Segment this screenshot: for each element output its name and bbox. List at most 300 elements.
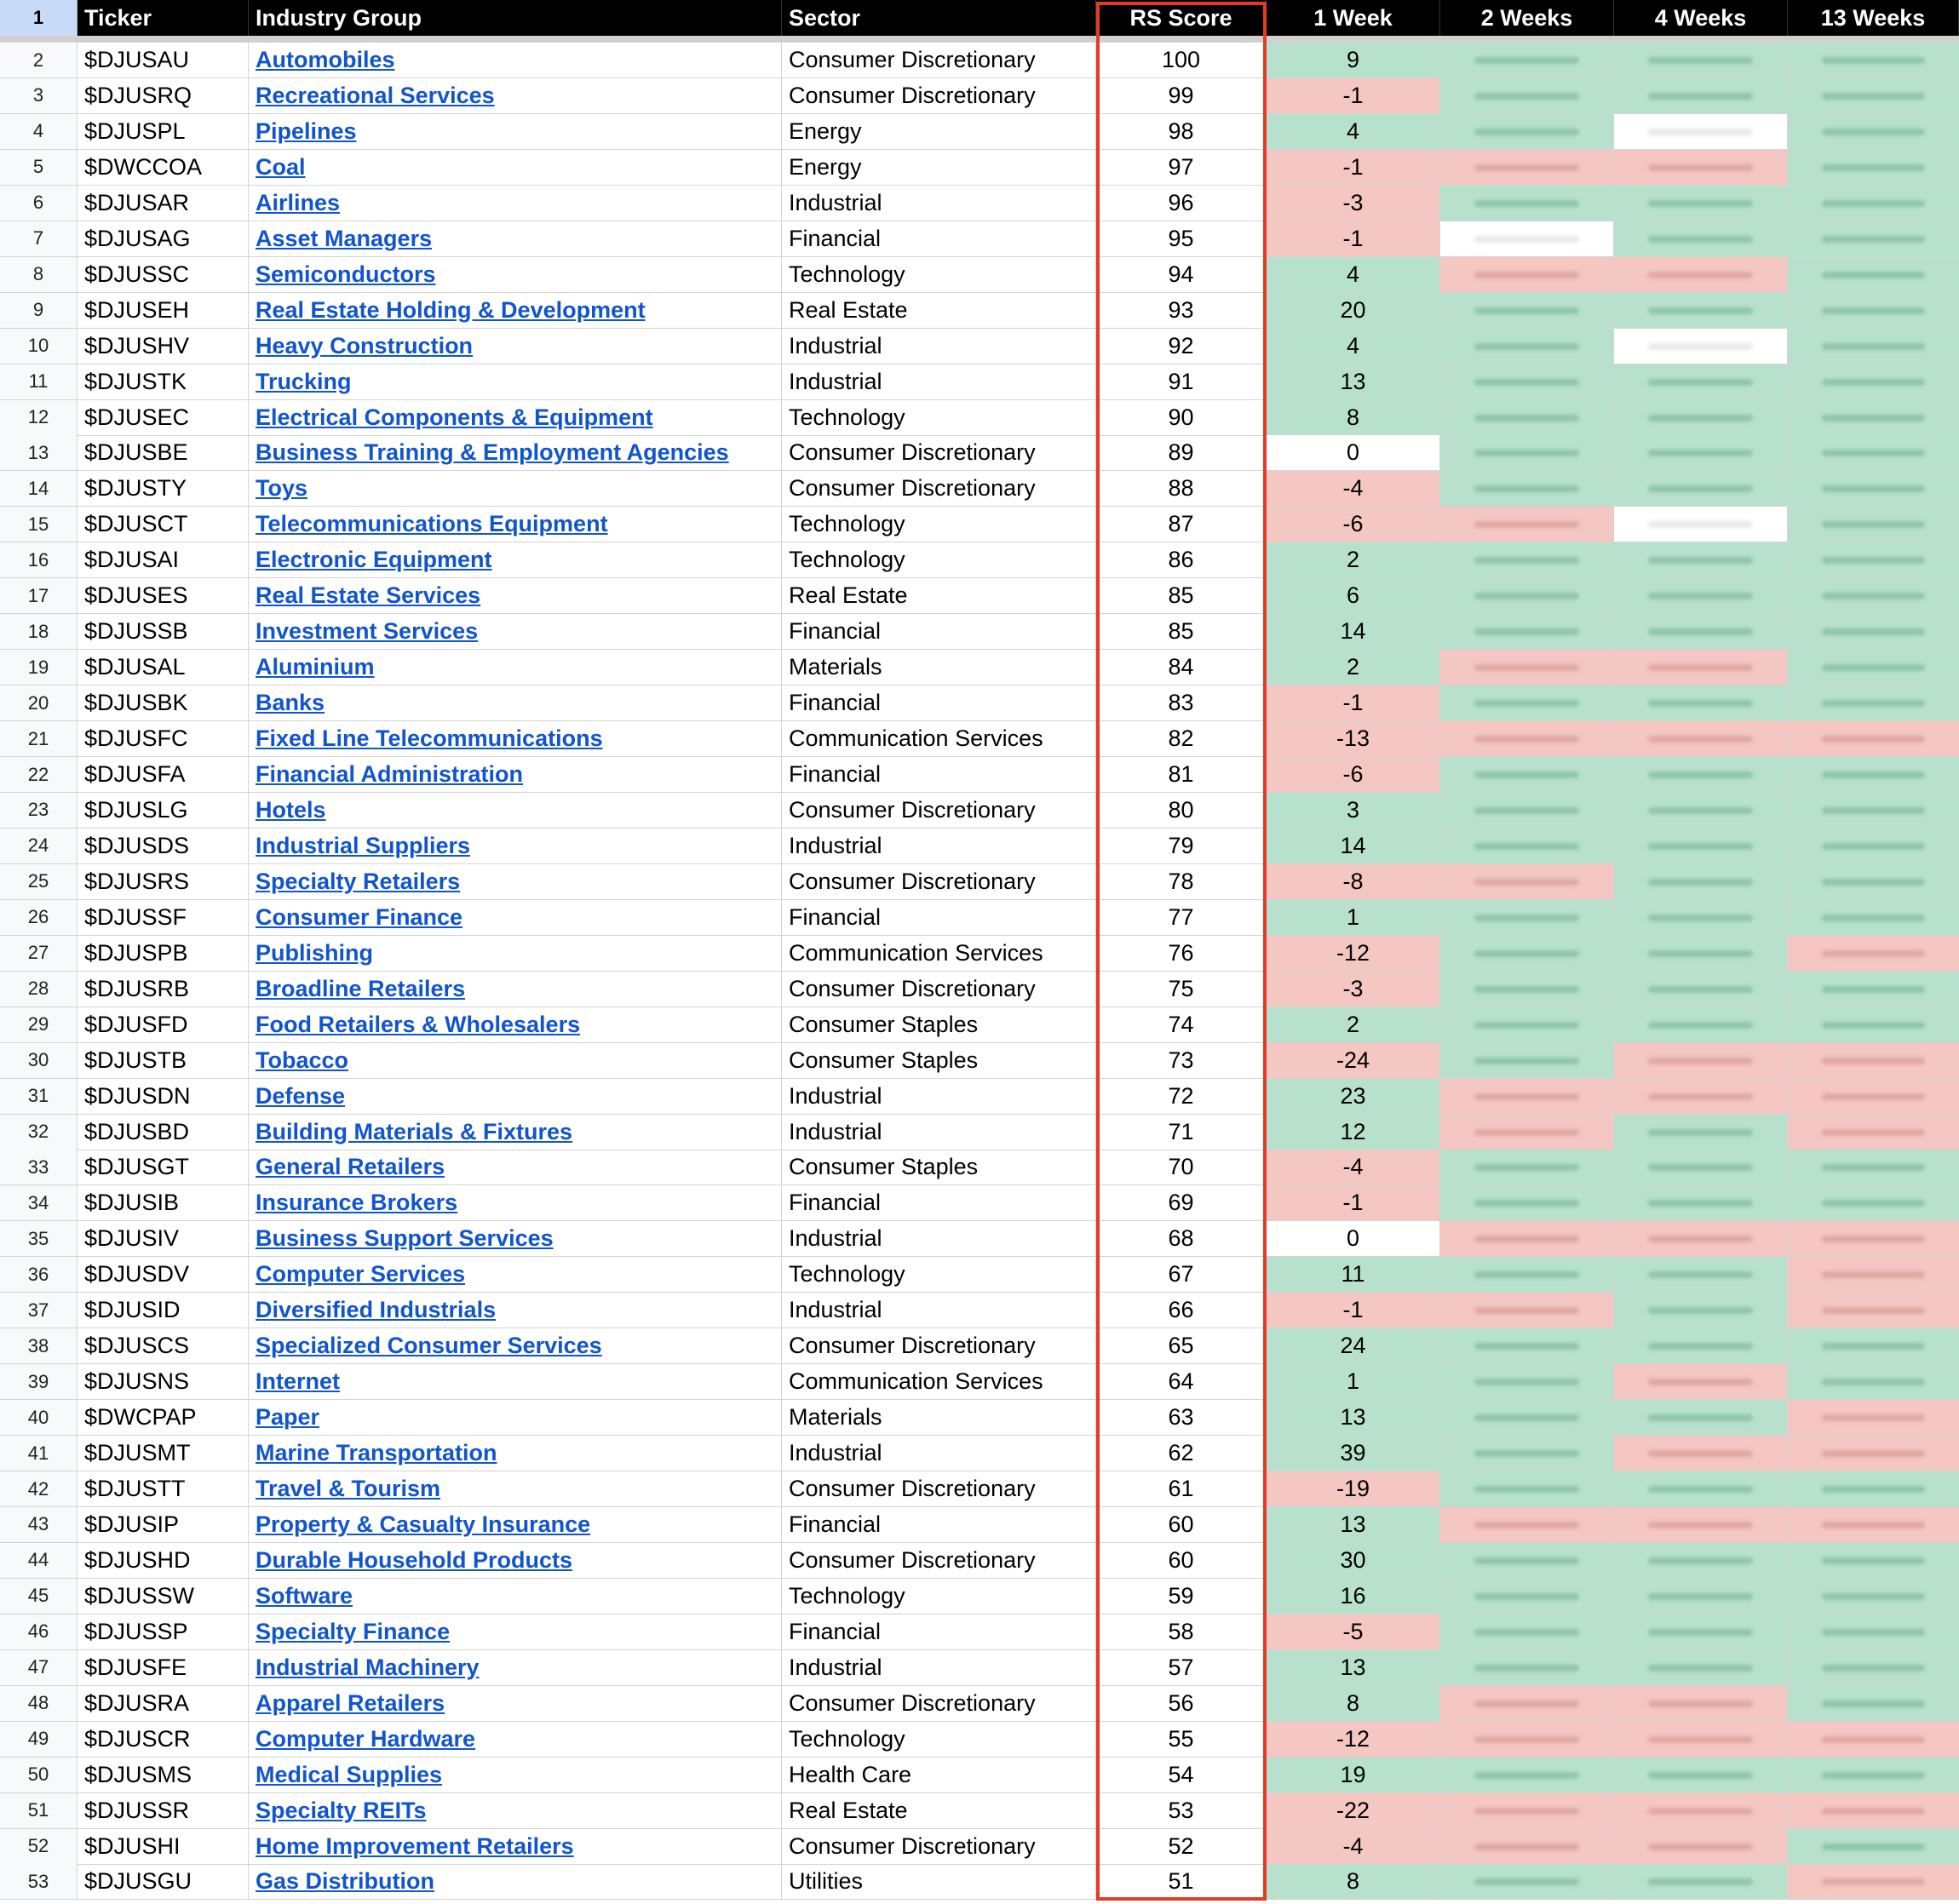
row-number[interactable]: 32 (0, 1115, 78, 1150)
week2-change-cell-redacted[interactable] (1440, 1758, 1614, 1793)
row-number[interactable]: 27 (0, 936, 78, 972)
week4-change-cell-redacted[interactable] (1614, 1364, 1788, 1400)
week1-change-cell[interactable]: -12 (1267, 1722, 1440, 1758)
week13-change-cell-redacted[interactable] (1788, 685, 1959, 721)
week1-change-cell[interactable]: 14 (1267, 614, 1440, 650)
row-number[interactable]: 24 (0, 829, 78, 864)
rs-score-cell[interactable]: 86 (1096, 542, 1267, 578)
sector-cell[interactable]: Technology (782, 542, 1096, 578)
sector-cell[interactable]: Materials (782, 650, 1096, 685)
week4-change-cell-redacted[interactable] (1614, 1221, 1788, 1257)
industry-group-cell[interactable] (249, 400, 782, 436)
industry-group-cell[interactable] (249, 1293, 782, 1328)
row-number[interactable]: 10 (0, 329, 78, 364)
sector-cell[interactable]: Financial (782, 1614, 1096, 1650)
week2-change-cell-redacted[interactable] (1440, 293, 1614, 329)
industry-group-link[interactable]: General Retailers (256, 1154, 445, 1180)
industry-group-cell[interactable] (249, 221, 782, 257)
week4-change-cell-redacted[interactable] (1614, 400, 1788, 436)
week13-change-cell-redacted[interactable] (1788, 257, 1959, 293)
ticker-cell[interactable]: $DJUSAI (78, 542, 249, 578)
ticker-cell[interactable]: $DJUSFE (78, 1650, 249, 1686)
industry-group-cell[interactable] (249, 900, 782, 936)
week2-change-cell-redacted[interactable] (1440, 1543, 1614, 1579)
week13-change-cell-redacted[interactable] (1788, 1328, 1959, 1364)
row-number[interactable]: 34 (0, 1185, 78, 1221)
ticker-cell[interactable]: $DJUSMT (78, 1436, 249, 1471)
week4-change-cell-redacted[interactable] (1614, 1079, 1788, 1115)
week13-change-cell-redacted[interactable] (1788, 150, 1959, 186)
week2-change-cell-redacted[interactable] (1440, 400, 1614, 436)
week13-change-cell-redacted[interactable] (1788, 1793, 1959, 1829)
rs-score-cell[interactable]: 79 (1096, 829, 1267, 864)
ticker-cell[interactable]: $DJUSAR (78, 186, 249, 221)
sector-cell[interactable]: Consumer Discretionary (782, 1686, 1096, 1722)
week2-change-cell-redacted[interactable] (1440, 829, 1614, 864)
week4-change-cell-redacted[interactable] (1614, 1829, 1788, 1865)
week4-change-cell-redacted[interactable] (1614, 435, 1788, 471)
column-header-sector[interactable]: Sector (782, 0, 1096, 36)
industry-group-cell[interactable] (249, 685, 782, 721)
sector-cell[interactable]: Consumer Discretionary (782, 793, 1096, 829)
week2-change-cell-redacted[interactable] (1440, 650, 1614, 685)
industry-group-link[interactable]: Marine Transportation (256, 1440, 497, 1466)
week1-change-cell[interactable]: 2 (1267, 542, 1440, 578)
sector-cell[interactable]: Consumer Discretionary (782, 864, 1096, 900)
week4-change-cell-redacted[interactable] (1614, 1328, 1788, 1364)
ticker-cell[interactable]: $DJUSSB (78, 614, 249, 650)
ticker-cell[interactable]: $DJUSFA (78, 757, 249, 793)
week1-change-cell[interactable]: -6 (1267, 757, 1440, 793)
industry-group-cell[interactable] (249, 864, 782, 900)
rs-score-cell[interactable]: 72 (1096, 1079, 1267, 1115)
ticker-cell[interactable]: $DJUSLG (78, 793, 249, 829)
week13-change-cell-redacted[interactable] (1788, 507, 1959, 542)
week13-change-cell-redacted[interactable] (1788, 1436, 1959, 1471)
ticker-cell[interactable]: $DJUSID (78, 1293, 249, 1328)
rs-score-cell[interactable]: 77 (1096, 900, 1267, 936)
week4-change-cell-redacted[interactable] (1614, 864, 1788, 900)
week2-change-cell-redacted[interactable] (1440, 685, 1614, 721)
week4-change-cell-redacted[interactable] (1614, 650, 1788, 685)
industry-group-link[interactable]: Food Retailers & Wholesalers (256, 1011, 581, 1037)
industry-group-cell[interactable] (249, 1221, 782, 1257)
week4-change-cell-redacted[interactable] (1614, 829, 1788, 864)
industry-group-cell[interactable] (249, 721, 782, 757)
industry-group-cell[interactable] (249, 1328, 782, 1364)
industry-group-link[interactable]: Business Training & Employment Agencies (256, 439, 729, 466)
industry-group-link[interactable]: Banks (256, 690, 325, 716)
row-number[interactable]: 30 (0, 1043, 78, 1079)
industry-group-cell[interactable] (249, 1364, 782, 1400)
rs-score-cell[interactable]: 56 (1096, 1686, 1267, 1722)
sector-cell[interactable]: Consumer Discretionary (782, 1328, 1096, 1364)
sector-cell[interactable]: Consumer Discretionary (782, 471, 1096, 507)
industry-group-cell[interactable] (249, 1400, 782, 1436)
week1-change-cell[interactable]: 24 (1267, 1328, 1440, 1364)
week13-change-cell-redacted[interactable] (1788, 293, 1959, 329)
week4-change-cell-redacted[interactable] (1614, 793, 1788, 829)
industry-group-link[interactable]: Defense (256, 1082, 346, 1109)
week13-change-cell-redacted[interactable] (1788, 578, 1959, 614)
ticker-cell[interactable]: $DJUSTT (78, 1471, 249, 1507)
industry-group-cell[interactable] (249, 1079, 782, 1115)
column-header-ticker[interactable]: Ticker (78, 0, 249, 36)
industry-group-cell[interactable] (249, 1507, 782, 1543)
industry-group-link[interactable]: Paper (256, 1404, 320, 1431)
week4-change-cell-redacted[interactable] (1614, 364, 1788, 400)
row-number[interactable]: 35 (0, 1221, 78, 1257)
week1-change-cell[interactable]: -19 (1267, 1471, 1440, 1507)
sector-cell[interactable]: Financial (782, 757, 1096, 793)
week13-change-cell-redacted[interactable] (1788, 757, 1959, 793)
rs-score-cell[interactable]: 92 (1096, 329, 1267, 364)
industry-group-link[interactable]: Tobacco (256, 1047, 349, 1073)
rs-score-cell[interactable]: 82 (1096, 721, 1267, 757)
row-number[interactable]: 39 (0, 1364, 78, 1400)
week1-change-cell[interactable]: -22 (1267, 1793, 1440, 1829)
week1-change-cell[interactable]: 1 (1267, 1364, 1440, 1400)
rs-score-cell[interactable]: 74 (1096, 1007, 1267, 1043)
industry-group-cell[interactable] (249, 329, 782, 364)
row-number[interactable]: 4 (0, 114, 78, 150)
sector-cell[interactable]: Consumer Discretionary (782, 1543, 1096, 1579)
rs-score-cell[interactable]: 69 (1096, 1185, 1267, 1221)
row-number[interactable]: 43 (0, 1507, 78, 1543)
week4-change-cell-redacted[interactable] (1614, 1043, 1788, 1079)
week4-change-cell-redacted[interactable] (1614, 1436, 1788, 1471)
rs-score-cell[interactable]: 70 (1096, 1150, 1267, 1185)
week13-change-cell-redacted[interactable] (1788, 829, 1959, 864)
sector-cell[interactable]: Financial (782, 1185, 1096, 1221)
week4-change-cell-redacted[interactable] (1614, 1686, 1788, 1722)
industry-group-cell[interactable] (249, 1758, 782, 1793)
industry-group-cell[interactable] (249, 757, 782, 793)
row-number[interactable]: 29 (0, 1007, 78, 1043)
industry-group-cell[interactable] (249, 186, 782, 221)
week13-change-cell-redacted[interactable] (1788, 1864, 1959, 1900)
row-number[interactable]: 16 (0, 542, 78, 578)
industry-group-cell[interactable] (249, 972, 782, 1007)
row-number[interactable]: 36 (0, 1257, 78, 1293)
sector-cell[interactable]: Technology (782, 1579, 1096, 1614)
sector-cell[interactable]: Materials (782, 1400, 1096, 1436)
industry-group-cell[interactable] (249, 114, 782, 150)
week2-change-cell-redacted[interactable] (1440, 471, 1614, 507)
row-number[interactable]: 41 (0, 1436, 78, 1471)
industry-group-cell[interactable] (249, 1543, 782, 1579)
week2-change-cell-redacted[interactable] (1440, 1328, 1614, 1364)
industry-group-cell[interactable] (249, 1150, 782, 1185)
week4-change-cell-redacted[interactable] (1614, 293, 1788, 329)
week2-change-cell-redacted[interactable] (1440, 721, 1614, 757)
ticker-cell[interactable]: $DJUSIB (78, 1185, 249, 1221)
sector-cell[interactable]: Consumer Discretionary (782, 78, 1096, 114)
industry-group-cell[interactable] (249, 364, 782, 400)
ticker-cell[interactable]: $DJUSRB (78, 972, 249, 1007)
rs-score-cell[interactable]: 66 (1096, 1293, 1267, 1328)
industry-group-link[interactable]: Coal (256, 153, 306, 180)
industry-group-cell[interactable] (249, 1829, 782, 1865)
week13-change-cell-redacted[interactable] (1788, 186, 1959, 221)
week4-change-cell-redacted[interactable] (1614, 1007, 1788, 1043)
rs-score-cell[interactable]: 100 (1096, 43, 1267, 78)
ticker-cell[interactable]: $DJUSDS (78, 829, 249, 864)
ticker-cell[interactable]: $DJUSHV (78, 329, 249, 364)
week4-change-cell-redacted[interactable] (1614, 1758, 1788, 1793)
industry-group-link[interactable]: Real Estate Services (256, 582, 481, 609)
sector-cell[interactable]: Utilities (782, 1864, 1096, 1900)
sector-cell[interactable]: Energy (782, 150, 1096, 186)
week2-change-cell-redacted[interactable] (1440, 1079, 1614, 1115)
rs-score-cell[interactable]: 60 (1096, 1543, 1267, 1579)
row-number[interactable]: 45 (0, 1579, 78, 1614)
week4-change-cell-redacted[interactable] (1614, 1471, 1788, 1507)
week13-change-cell-redacted[interactable] (1788, 78, 1959, 114)
industry-group-cell[interactable] (249, 578, 782, 614)
week2-change-cell-redacted[interactable] (1440, 1043, 1614, 1079)
sector-cell[interactable]: Consumer Discretionary (782, 972, 1096, 1007)
week4-change-cell-redacted[interactable] (1614, 757, 1788, 793)
industry-group-link[interactable]: Travel & Tourism (256, 1476, 441, 1501)
industry-group-cell[interactable] (249, 1864, 782, 1900)
ticker-cell[interactable]: $DJUSFD (78, 1007, 249, 1043)
week1-change-cell[interactable]: 2 (1267, 1007, 1440, 1043)
week13-change-cell-redacted[interactable] (1788, 1400, 1959, 1436)
industry-group-cell[interactable] (249, 257, 782, 293)
row-number[interactable]: 44 (0, 1543, 78, 1579)
week1-change-cell[interactable]: 11 (1267, 1257, 1440, 1293)
industry-group-link[interactable]: Broadline Retailers (256, 975, 466, 1001)
row-number[interactable]: 22 (0, 757, 78, 793)
ticker-cell[interactable]: $DJUSHI (78, 1829, 249, 1865)
row-number[interactable]: 47 (0, 1650, 78, 1686)
industry-group-link[interactable]: Semiconductors (256, 261, 436, 287)
industry-group-cell[interactable] (249, 614, 782, 650)
week2-change-cell-redacted[interactable] (1440, 1221, 1614, 1257)
week4-change-cell-redacted[interactable] (1614, 1507, 1788, 1543)
week1-change-cell[interactable]: -1 (1267, 221, 1440, 257)
rs-score-cell[interactable]: 89 (1096, 435, 1267, 471)
industry-group-link[interactable]: Electrical Components & Equipment (256, 404, 653, 430)
week2-change-cell-redacted[interactable] (1440, 864, 1614, 900)
week1-change-cell[interactable]: 13 (1267, 1507, 1440, 1543)
sector-cell[interactable]: Financial (782, 614, 1096, 650)
industry-group-link[interactable]: Fixed Line Telecommunications (256, 725, 603, 752)
week13-change-cell-redacted[interactable] (1788, 400, 1959, 436)
industry-group-cell[interactable] (249, 936, 782, 972)
ticker-cell[interactable]: $DJUSEH (78, 293, 249, 329)
ticker-cell[interactable]: $DJUSGT (78, 1150, 249, 1185)
industry-group-link[interactable]: Aluminium (256, 654, 375, 680)
week2-change-cell-redacted[interactable] (1440, 900, 1614, 936)
week13-change-cell-redacted[interactable] (1788, 900, 1959, 936)
week13-change-cell-redacted[interactable] (1788, 1543, 1959, 1579)
column-header-2-weeks[interactable]: 2 Weeks (1440, 0, 1614, 36)
row-number[interactable]: 6 (0, 186, 78, 221)
industry-group-cell[interactable] (249, 1471, 782, 1507)
industry-group-cell[interactable] (249, 1614, 782, 1650)
rs-score-cell[interactable]: 95 (1096, 221, 1267, 257)
industry-group-link[interactable]: Medical Supplies (256, 1761, 443, 1787)
week1-change-cell[interactable]: -1 (1267, 685, 1440, 721)
ticker-cell[interactable]: $DJUSDV (78, 1257, 249, 1293)
industry-group-link[interactable]: Property & Casualty Insurance (256, 1511, 591, 1537)
week1-change-cell[interactable]: 14 (1267, 829, 1440, 864)
rs-score-cell[interactable]: 87 (1096, 507, 1267, 542)
rs-score-cell[interactable]: 75 (1096, 972, 1267, 1007)
industry-group-cell[interactable] (249, 435, 782, 471)
ticker-cell[interactable]: $DJUSCR (78, 1722, 249, 1758)
rs-score-cell[interactable]: 98 (1096, 114, 1267, 150)
industry-group-cell[interactable] (249, 1650, 782, 1686)
week2-change-cell-redacted[interactable] (1440, 435, 1614, 471)
week13-change-cell-redacted[interactable] (1788, 1829, 1959, 1865)
row-number[interactable]: 13 (0, 435, 78, 471)
sector-cell[interactable]: Industrial (782, 1650, 1096, 1686)
week2-change-cell-redacted[interactable] (1440, 1007, 1614, 1043)
week2-change-cell-redacted[interactable] (1440, 1257, 1614, 1293)
week1-change-cell[interactable]: -8 (1267, 864, 1440, 900)
rs-score-cell[interactable]: 62 (1096, 1436, 1267, 1471)
row-number[interactable]: 7 (0, 221, 78, 257)
industry-group-link[interactable]: Real Estate Holding & Development (256, 296, 646, 323)
industry-group-link[interactable]: Recreational Services (256, 82, 495, 108)
sector-cell[interactable]: Consumer Discretionary (782, 1471, 1096, 1507)
ticker-cell[interactable]: $DJUSEC (78, 400, 249, 436)
row-number[interactable]: 33 (0, 1150, 78, 1185)
industry-group-cell[interactable] (249, 1793, 782, 1829)
week1-change-cell[interactable]: 3 (1267, 793, 1440, 829)
column-header-13-weeks[interactable]: 13 Weeks (1788, 0, 1959, 36)
week1-change-cell[interactable]: 39 (1267, 1436, 1440, 1471)
week1-change-cell[interactable]: 0 (1267, 435, 1440, 471)
week4-change-cell-redacted[interactable] (1614, 1722, 1788, 1758)
week2-change-cell-redacted[interactable] (1440, 43, 1614, 78)
sector-cell[interactable]: Technology (782, 507, 1096, 542)
week2-change-cell-redacted[interactable] (1440, 150, 1614, 186)
week13-change-cell-redacted[interactable] (1788, 1150, 1959, 1185)
week2-change-cell-redacted[interactable] (1440, 186, 1614, 221)
row-number[interactable]: 9 (0, 293, 78, 329)
industry-group-link[interactable]: Computer Hardware (256, 1725, 476, 1752)
week13-change-cell-redacted[interactable] (1788, 1758, 1959, 1793)
week2-change-cell-redacted[interactable] (1440, 507, 1614, 542)
ticker-cell[interactable]: $DJUSHD (78, 1543, 249, 1579)
industry-group-cell[interactable] (249, 1185, 782, 1221)
week1-change-cell[interactable]: -3 (1267, 972, 1440, 1007)
row-number[interactable]: 21 (0, 721, 78, 757)
week1-change-cell[interactable]: 4 (1267, 257, 1440, 293)
week1-change-cell[interactable]: 12 (1267, 1115, 1440, 1150)
sector-cell[interactable]: Energy (782, 114, 1096, 150)
week2-change-cell-redacted[interactable] (1440, 793, 1614, 829)
week2-change-cell-redacted[interactable] (1440, 578, 1614, 614)
week1-change-cell[interactable]: 20 (1267, 293, 1440, 329)
industry-group-link[interactable]: Heavy Construction (256, 332, 474, 358)
week13-change-cell-redacted[interactable] (1788, 364, 1959, 400)
rs-score-cell[interactable]: 58 (1096, 1614, 1267, 1650)
sector-cell[interactable]: Technology (782, 257, 1096, 293)
week2-change-cell-redacted[interactable] (1440, 1364, 1614, 1400)
industry-group-cell[interactable] (249, 471, 782, 507)
rs-score-cell[interactable]: 85 (1096, 614, 1267, 650)
week2-change-cell-redacted[interactable] (1440, 1614, 1614, 1650)
rs-score-cell[interactable]: 80 (1096, 793, 1267, 829)
week4-change-cell-redacted[interactable] (1614, 78, 1788, 114)
ticker-cell[interactable]: $DJUSCS (78, 1328, 249, 1364)
week13-change-cell-redacted[interactable] (1788, 1614, 1959, 1650)
rs-score-cell[interactable]: 60 (1096, 1507, 1267, 1543)
ticker-cell[interactable]: $DJUSDN (78, 1079, 249, 1115)
week2-change-cell-redacted[interactable] (1440, 1722, 1614, 1758)
week1-change-cell[interactable]: 1 (1267, 900, 1440, 936)
sector-cell[interactable]: Industrial (782, 1293, 1096, 1328)
week4-change-cell-redacted[interactable] (1614, 1185, 1788, 1221)
ticker-cell[interactable]: $DJUSIV (78, 1221, 249, 1257)
row-number[interactable]: 3 (0, 78, 78, 114)
week4-change-cell-redacted[interactable] (1614, 1543, 1788, 1579)
week13-change-cell-redacted[interactable] (1788, 43, 1959, 78)
week13-change-cell-redacted[interactable] (1788, 1686, 1959, 1722)
industry-group-link[interactable]: Computer Services (256, 1261, 466, 1287)
ticker-cell[interactable]: $DJUSTY (78, 471, 249, 507)
column-header-1-week[interactable]: 1 Week (1267, 0, 1440, 36)
week1-change-cell[interactable]: -24 (1267, 1043, 1440, 1079)
week1-change-cell[interactable]: 2 (1267, 650, 1440, 685)
week4-change-cell-redacted[interactable] (1614, 43, 1788, 78)
sector-cell[interactable]: Financial (782, 900, 1096, 936)
week4-change-cell-redacted[interactable] (1614, 1614, 1788, 1650)
row-number[interactable]: 18 (0, 614, 78, 650)
week1-change-cell[interactable]: -1 (1267, 1293, 1440, 1328)
rs-score-cell[interactable]: 96 (1096, 186, 1267, 221)
sector-cell[interactable]: Technology (782, 1257, 1096, 1293)
industry-group-cell[interactable] (249, 1579, 782, 1614)
week1-change-cell[interactable]: -1 (1267, 1185, 1440, 1221)
week1-change-cell[interactable]: -3 (1267, 186, 1440, 221)
row-number[interactable]: 53 (0, 1864, 78, 1900)
sector-cell[interactable]: Industrial (782, 829, 1096, 864)
sector-cell[interactable]: Industrial (782, 364, 1096, 400)
week13-change-cell-redacted[interactable] (1788, 1507, 1959, 1543)
week4-change-cell-redacted[interactable] (1614, 900, 1788, 936)
industry-group-link[interactable]: Business Support Services (256, 1225, 554, 1252)
week1-change-cell[interactable]: -13 (1267, 721, 1440, 757)
week13-change-cell-redacted[interactable] (1788, 864, 1959, 900)
ticker-cell[interactable]: $DJUSAU (78, 43, 249, 78)
ticker-cell[interactable]: $DJUSIP (78, 1507, 249, 1543)
industry-group-cell[interactable] (249, 542, 782, 578)
week13-change-cell-redacted[interactable] (1788, 1115, 1959, 1150)
week1-change-cell[interactable]: 9 (1267, 43, 1440, 78)
rs-score-cell[interactable]: 67 (1096, 1257, 1267, 1293)
week1-change-cell[interactable]: -12 (1267, 936, 1440, 972)
week1-change-cell[interactable]: 8 (1267, 1686, 1440, 1722)
sector-cell[interactable]: Industrial (782, 186, 1096, 221)
industry-group-cell[interactable] (249, 150, 782, 186)
industry-group-link[interactable]: Pipelines (256, 118, 357, 144)
industry-group-cell[interactable] (249, 1722, 782, 1758)
row-number[interactable]: 26 (0, 900, 78, 936)
week13-change-cell-redacted[interactable] (1788, 1293, 1959, 1328)
row-number[interactable]: 2 (0, 43, 78, 78)
industry-group-link[interactable]: Specialized Consumer Services (256, 1333, 602, 1359)
week2-change-cell-redacted[interactable] (1440, 972, 1614, 1007)
row-number[interactable]: 31 (0, 1079, 78, 1115)
row-number[interactable]: 46 (0, 1614, 78, 1650)
industry-group-link[interactable]: Specialty Finance (256, 1618, 451, 1644)
